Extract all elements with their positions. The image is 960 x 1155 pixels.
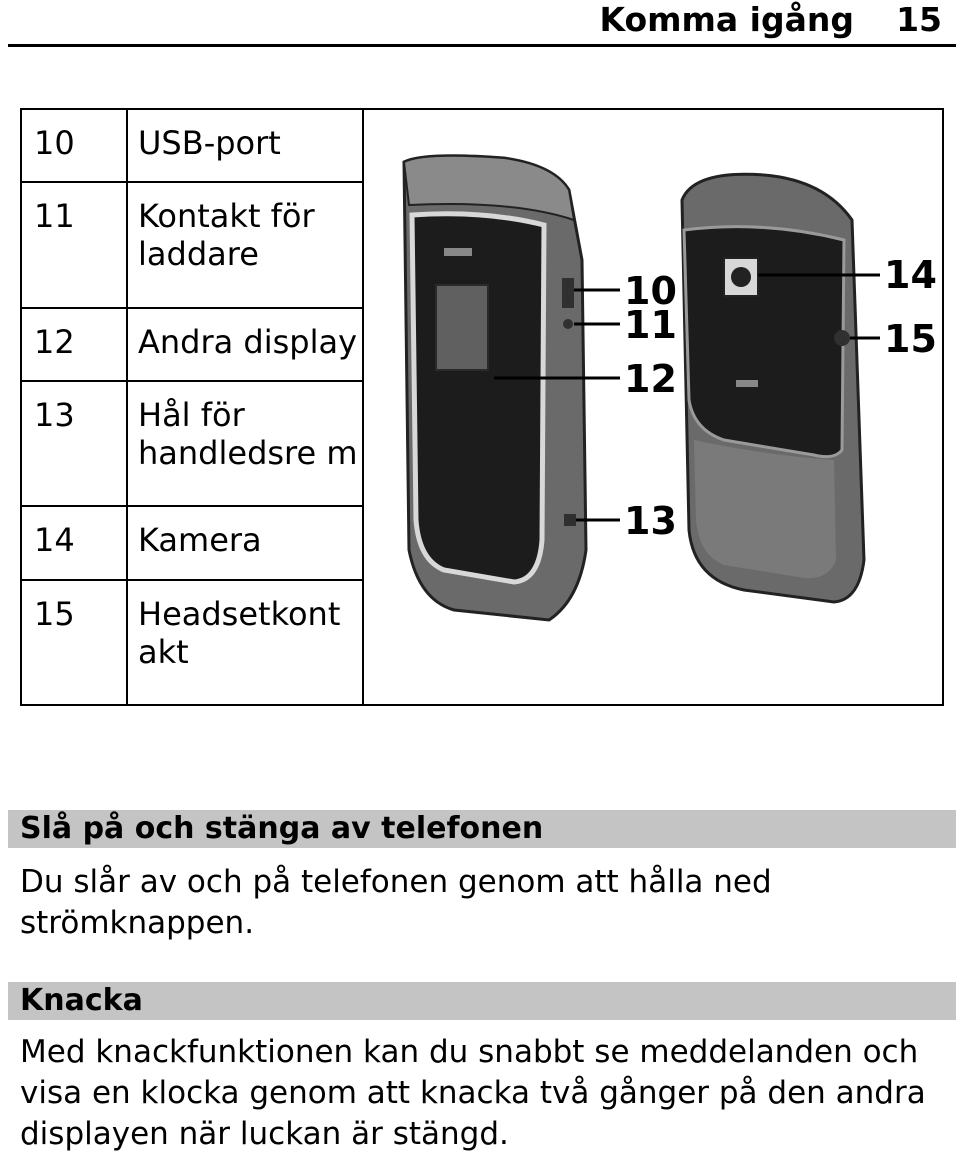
callout-13: 13 bbox=[624, 499, 677, 543]
second-display bbox=[436, 285, 488, 370]
callout-10: 10 bbox=[624, 269, 677, 313]
section-title: Slå på och stänga av telefonen bbox=[20, 811, 544, 846]
page-header bbox=[8, 0, 956, 47]
part-number: 13 bbox=[21, 381, 127, 506]
callout-11: 11 bbox=[624, 303, 677, 347]
parts-table bbox=[20, 108, 944, 706]
part-number: 12 bbox=[21, 308, 127, 381]
phone-figure-cell bbox=[363, 109, 943, 705]
section-title: Knacka bbox=[20, 983, 143, 1018]
phone-illustration bbox=[364, 110, 960, 704]
section-body-power: Du slår av och på telefonen genom att hålla ned strömknappen. bbox=[20, 864, 772, 941]
part-number: 11 bbox=[21, 182, 127, 307]
part-label: USB-port bbox=[127, 109, 363, 182]
part-label: Hål för handledsre m bbox=[127, 381, 363, 506]
page-number: 15 bbox=[896, 0, 942, 39]
callout-15: 15 bbox=[884, 317, 937, 361]
phone-back-view bbox=[682, 174, 864, 602]
table-row bbox=[21, 109, 943, 182]
part-label: Kontakt för laddare bbox=[127, 182, 363, 307]
charger-port bbox=[563, 319, 573, 329]
chapter-title: Komma igång bbox=[599, 0, 854, 39]
logo-mark bbox=[444, 248, 472, 256]
part-number: 10 bbox=[21, 109, 127, 182]
part-label: Andra display bbox=[127, 308, 363, 381]
part-label: Kamera bbox=[127, 506, 363, 579]
section-body-tap: Med knackfunktionen kan du snabbt se meddelanden och visa en klocka genom att knacka två gånger på den andra displayen när luckan är stängd. bbox=[20, 1034, 926, 1152]
section-heading-tap bbox=[8, 982, 956, 1020]
phone-front-view bbox=[404, 156, 586, 620]
part-number: 15 bbox=[21, 580, 127, 705]
callout-14: 14 bbox=[884, 253, 937, 297]
section-heading-power bbox=[8, 810, 956, 848]
phone-figure bbox=[364, 110, 960, 704]
part-number: 14 bbox=[21, 506, 127, 579]
part-label: Headsetkont akt bbox=[127, 580, 363, 705]
usb-port bbox=[562, 278, 574, 308]
strap-hole bbox=[564, 514, 576, 526]
callout-12: 12 bbox=[624, 357, 677, 401]
headset-jack bbox=[834, 330, 850, 346]
